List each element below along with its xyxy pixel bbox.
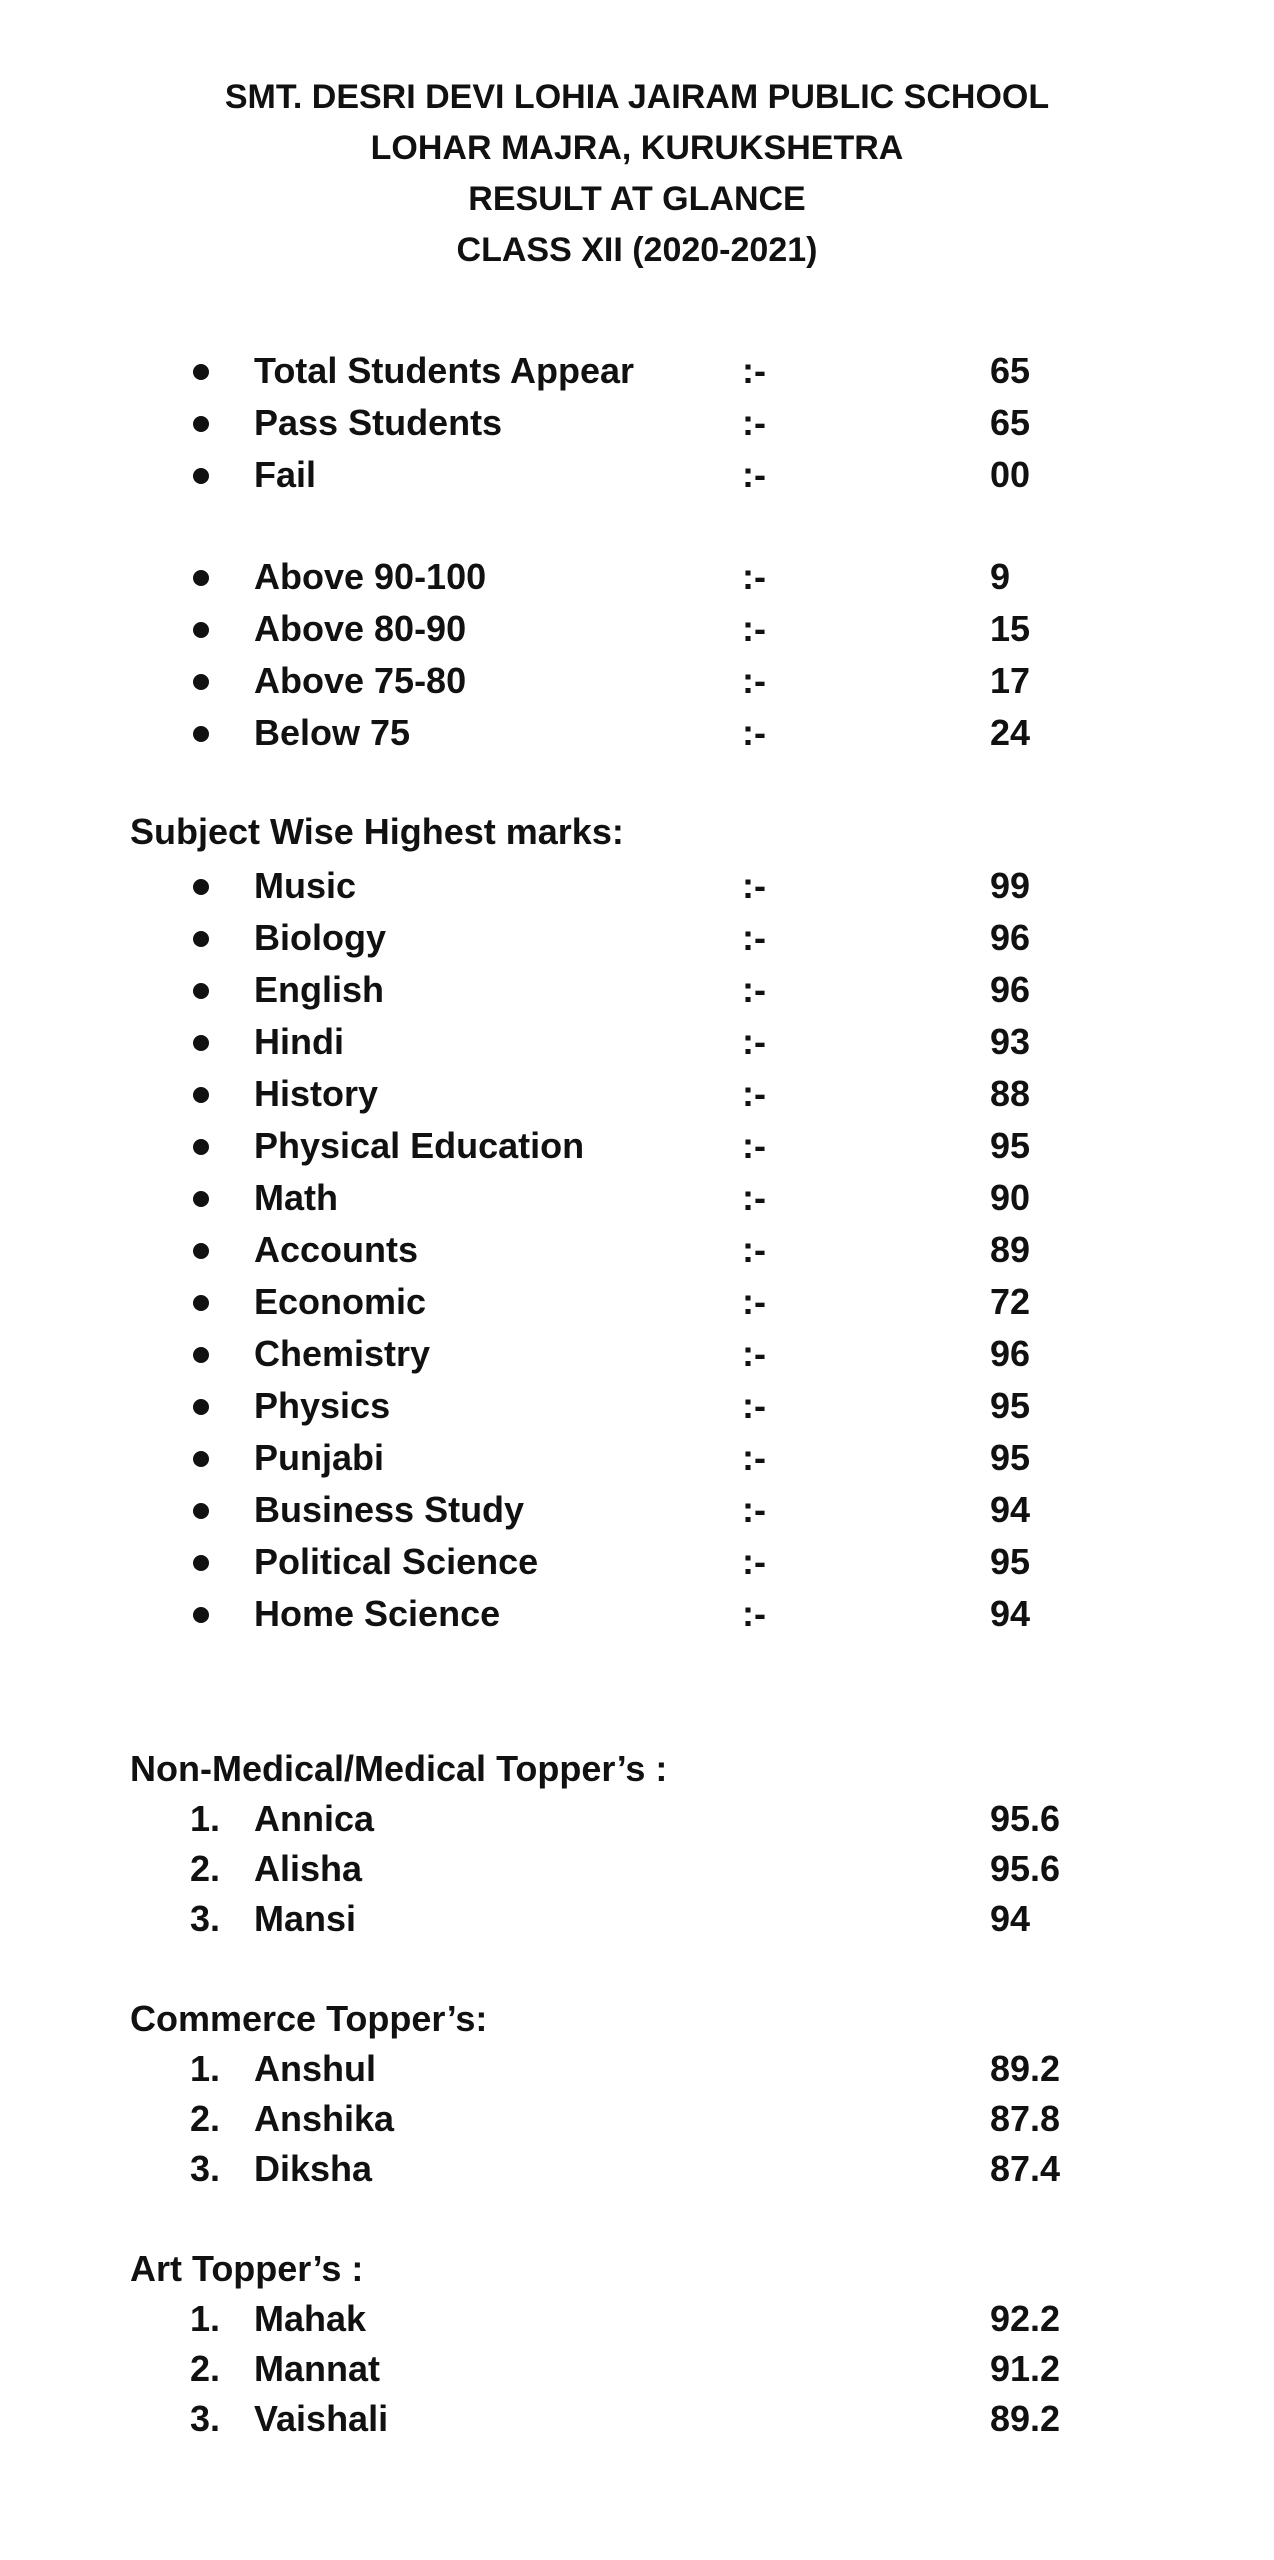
subject-item — [0, 1172, 1274, 1224]
separator: :- — [742, 1489, 766, 1530]
subject-item — [0, 1380, 1274, 1432]
topper-row — [0, 2093, 1274, 2145]
subject-value: 95 — [990, 1385, 1031, 1426]
document-title: RESULT AT GLANCE — [468, 180, 806, 218]
bullet-icon — [193, 1139, 209, 1155]
subject-item — [0, 1016, 1274, 1068]
separator: :- — [742, 402, 766, 443]
range-label: Above 90-100 — [254, 556, 487, 597]
document-header — [0, 72, 1274, 276]
subject-value: 72 — [990, 1281, 1031, 1322]
subject-item — [0, 1224, 1274, 1276]
subject-label: History — [254, 1073, 379, 1114]
bullet-icon — [193, 1035, 209, 1051]
bullet-icon — [193, 468, 209, 484]
topper-score: 91.2 — [990, 2348, 1061, 2389]
separator: :- — [742, 1177, 766, 1218]
range-item — [0, 655, 1274, 707]
topper-rank: 3. — [190, 2148, 221, 2189]
separator: :- — [742, 1229, 766, 1270]
separator: :- — [742, 556, 766, 597]
subjects-heading: Subject Wise Highest marks: — [130, 811, 624, 852]
separator: :- — [742, 1385, 766, 1426]
subject-label: Hindi — [254, 1021, 344, 1062]
topper-row — [0, 2143, 1274, 2195]
topper-name: Annica — [254, 1798, 375, 1839]
topper-score: 89.2 — [990, 2048, 1061, 2089]
summary-label: Total Students Appear — [254, 350, 635, 391]
separator: :- — [742, 1437, 766, 1478]
topper-name: Mannat — [254, 2348, 380, 2389]
topper-row — [0, 2293, 1274, 2345]
topper-name: Vaishali — [254, 2398, 389, 2439]
range-value: 15 — [990, 608, 1031, 649]
subject-label: Business Study — [254, 1489, 525, 1530]
bullet-icon — [193, 416, 209, 432]
separator: :- — [742, 1281, 766, 1322]
subject-value: 99 — [990, 865, 1031, 906]
subject-label: Punjabi — [254, 1437, 385, 1478]
commerce-toppers-heading: Commerce Topper’s: — [130, 1998, 488, 2039]
summary-label: Pass Students — [254, 402, 503, 443]
range-label: Below 75 — [254, 712, 411, 753]
bullet-icon — [193, 1087, 209, 1103]
subject-label: Physical Education — [254, 1125, 585, 1166]
summary-value: 65 — [990, 402, 1031, 443]
subject-value: 95 — [990, 1437, 1031, 1478]
summary-label: Fail — [254, 454, 317, 495]
range-label: Above 75-80 — [254, 660, 467, 701]
subject-item — [0, 1276, 1274, 1328]
summary-item — [0, 397, 1274, 449]
topper-rank: 1. — [190, 2048, 221, 2089]
topper-rank: 2. — [190, 2348, 221, 2389]
subject-value: 88 — [990, 1073, 1031, 1114]
bullet-icon — [193, 570, 209, 586]
range-label: Above 80-90 — [254, 608, 467, 649]
art-toppers-heading: Art Topper’s : — [130, 2248, 364, 2289]
topper-name: Mansi — [254, 1898, 357, 1939]
bullet-icon — [193, 1347, 209, 1363]
topper-rank: 3. — [190, 2398, 221, 2439]
bullet-icon — [193, 1399, 209, 1415]
topper-score: 89.2 — [990, 2398, 1061, 2439]
topper-row — [0, 2343, 1274, 2395]
separator: :- — [742, 350, 766, 391]
subject-value: 95 — [990, 1541, 1031, 1582]
bullet-icon — [193, 1451, 209, 1467]
school-location: LOHAR MAJRA, KURUKSHETRA — [370, 129, 904, 167]
topper-score: 95.6 — [990, 1798, 1061, 1839]
subject-item — [0, 912, 1274, 964]
science-toppers-heading: Non-Medical/Medical Topper’s : — [130, 1748, 668, 1789]
summary-item — [0, 345, 1274, 397]
bullet-icon — [193, 622, 209, 638]
topper-rank: 2. — [190, 1848, 221, 1889]
subject-label: Political Science — [254, 1541, 539, 1582]
subject-item — [0, 1120, 1274, 1172]
subject-value: 96 — [990, 917, 1031, 958]
bullet-icon — [193, 879, 209, 895]
subject-value: 95 — [990, 1125, 1031, 1166]
separator: :- — [742, 1541, 766, 1582]
bullet-icon — [193, 1607, 209, 1623]
separator: :- — [742, 969, 766, 1010]
range-value: 24 — [990, 712, 1031, 753]
separator: :- — [742, 660, 766, 701]
range-item — [0, 551, 1274, 603]
topper-name: Alisha — [254, 1848, 363, 1889]
subject-label: Accounts — [254, 1229, 419, 1270]
bullet-icon — [193, 726, 209, 742]
subject-item — [0, 860, 1274, 912]
separator: :- — [742, 454, 766, 495]
topper-rank: 3. — [190, 1898, 221, 1939]
bullet-icon — [193, 1191, 209, 1207]
topper-score: 87.4 — [990, 2148, 1061, 2189]
separator: :- — [742, 917, 766, 958]
topper-name: Diksha — [254, 2148, 373, 2189]
subject-value: 96 — [990, 1333, 1031, 1374]
bullet-icon — [193, 674, 209, 690]
range-item — [0, 707, 1274, 759]
subject-item — [0, 964, 1274, 1016]
subject-value: 93 — [990, 1021, 1031, 1062]
topper-name: Anshika — [254, 2098, 395, 2139]
topper-rank: 2. — [190, 2098, 221, 2139]
subject-label: Music — [254, 865, 357, 906]
subject-item — [0, 1068, 1274, 1120]
subject-label: Chemistry — [254, 1333, 431, 1374]
subject-value: 89 — [990, 1229, 1031, 1270]
topper-score: 95.6 — [990, 1848, 1061, 1889]
separator: :- — [742, 865, 766, 906]
subject-label: Economic — [254, 1281, 427, 1322]
school-name: SMT. DESRI DEVI LOHIA JAIRAM PUBLIC SCHOOL — [224, 78, 1050, 116]
subject-value: 96 — [990, 969, 1031, 1010]
summary-value: 00 — [990, 454, 1031, 495]
separator: :- — [742, 1333, 766, 1374]
subject-label: English — [254, 969, 385, 1010]
bullet-icon — [193, 1503, 209, 1519]
separator: :- — [742, 1125, 766, 1166]
topper-row — [0, 2393, 1274, 2445]
topper-score: 92.2 — [990, 2298, 1061, 2339]
topper-row — [0, 1843, 1274, 1895]
bullet-icon — [193, 1555, 209, 1571]
bullet-icon — [193, 1295, 209, 1311]
subject-value: 94 — [990, 1593, 1031, 1634]
topper-row — [0, 1793, 1274, 1845]
subject-item — [0, 1432, 1274, 1484]
range-value: 9 — [990, 556, 1011, 597]
subject-label: Home Science — [254, 1593, 501, 1634]
bullet-icon — [193, 983, 209, 999]
separator: :- — [742, 1073, 766, 1114]
topper-name: Mahak — [254, 2298, 367, 2339]
range-item — [0, 603, 1274, 655]
topper-score: 94 — [990, 1898, 1031, 1939]
subject-value: 90 — [990, 1177, 1031, 1218]
topper-rank: 1. — [190, 1798, 221, 1839]
summary-value: 65 — [990, 350, 1031, 391]
separator: :- — [742, 1593, 766, 1634]
subject-item — [0, 1536, 1274, 1588]
subject-label: Math — [254, 1177, 338, 1218]
bullet-icon — [193, 1243, 209, 1259]
subject-item — [0, 1484, 1274, 1536]
class-year: CLASS XII (2020-2021) — [456, 231, 818, 269]
separator: :- — [742, 712, 766, 753]
separator: :- — [742, 608, 766, 649]
bullet-icon — [193, 364, 209, 380]
bullet-icon — [193, 931, 209, 947]
subject-item — [0, 1328, 1274, 1380]
subject-label: Biology — [254, 917, 386, 958]
topper-row — [0, 1893, 1274, 1945]
subject-value: 94 — [990, 1489, 1031, 1530]
subject-item — [0, 1588, 1274, 1640]
subject-label: Physics — [254, 1385, 391, 1426]
range-value: 17 — [990, 660, 1031, 701]
separator: :- — [742, 1021, 766, 1062]
topper-row — [0, 2043, 1274, 2095]
topper-score: 87.8 — [990, 2098, 1061, 2139]
topper-name: Anshul — [254, 2048, 376, 2089]
summary-item — [0, 449, 1274, 501]
topper-rank: 1. — [190, 2298, 221, 2339]
